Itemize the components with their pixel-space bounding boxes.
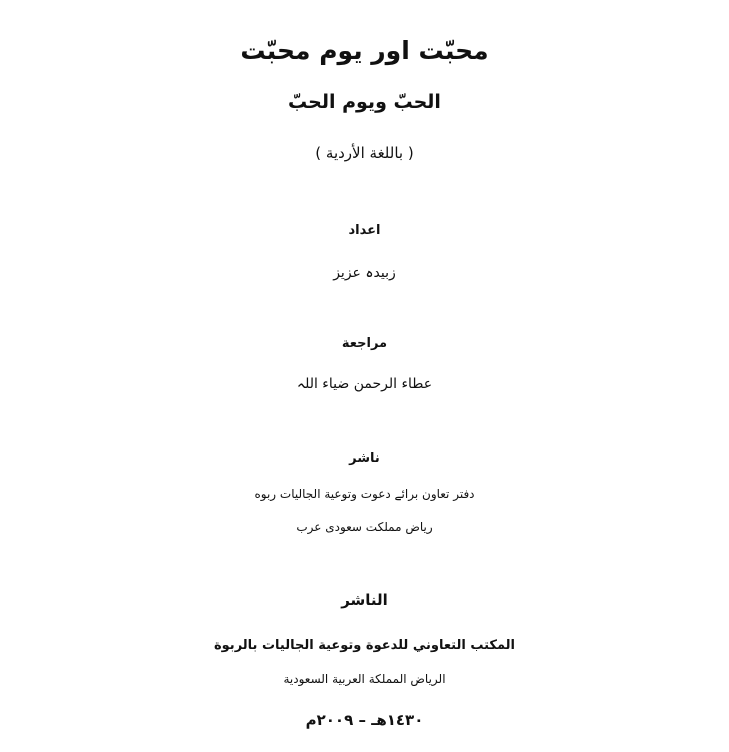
publisher-urdu-location: ریاض مملکت سعودی عرب: [296, 520, 433, 534]
language-note: ( باللغة الأردية ): [315, 144, 414, 162]
prepared-by-label: اعداد: [348, 223, 381, 238]
book-title-urdu: محبّت اور یوم محبّت: [240, 36, 489, 65]
book-title-arabic: الحبّ ویوم الحبّ: [288, 91, 441, 113]
publisher-urdu-label: ناشر: [349, 451, 380, 466]
reviewed-by-label: مراجعة: [341, 336, 388, 351]
publisher-arabic-location: الرياض المملكة العربية السعودية: [283, 672, 446, 686]
publication-date: ١٤٣٠هـ – ٢٠٠٩م: [305, 711, 424, 729]
publisher-urdu-name: دفتر تعاون برائے دعوت وتوعیة الجالیات ربوه: [254, 487, 475, 501]
author-name: زبیدہ عزیز: [333, 265, 396, 281]
publisher-arabic-label: الناشر: [341, 591, 388, 609]
reviewer-name: عطاء الرحمن ضیاء اللہ: [296, 376, 433, 392]
publisher-arabic-name: المكتب التعاوني للدعوة وتوعية الجاليات بالربوة: [213, 638, 516, 653]
